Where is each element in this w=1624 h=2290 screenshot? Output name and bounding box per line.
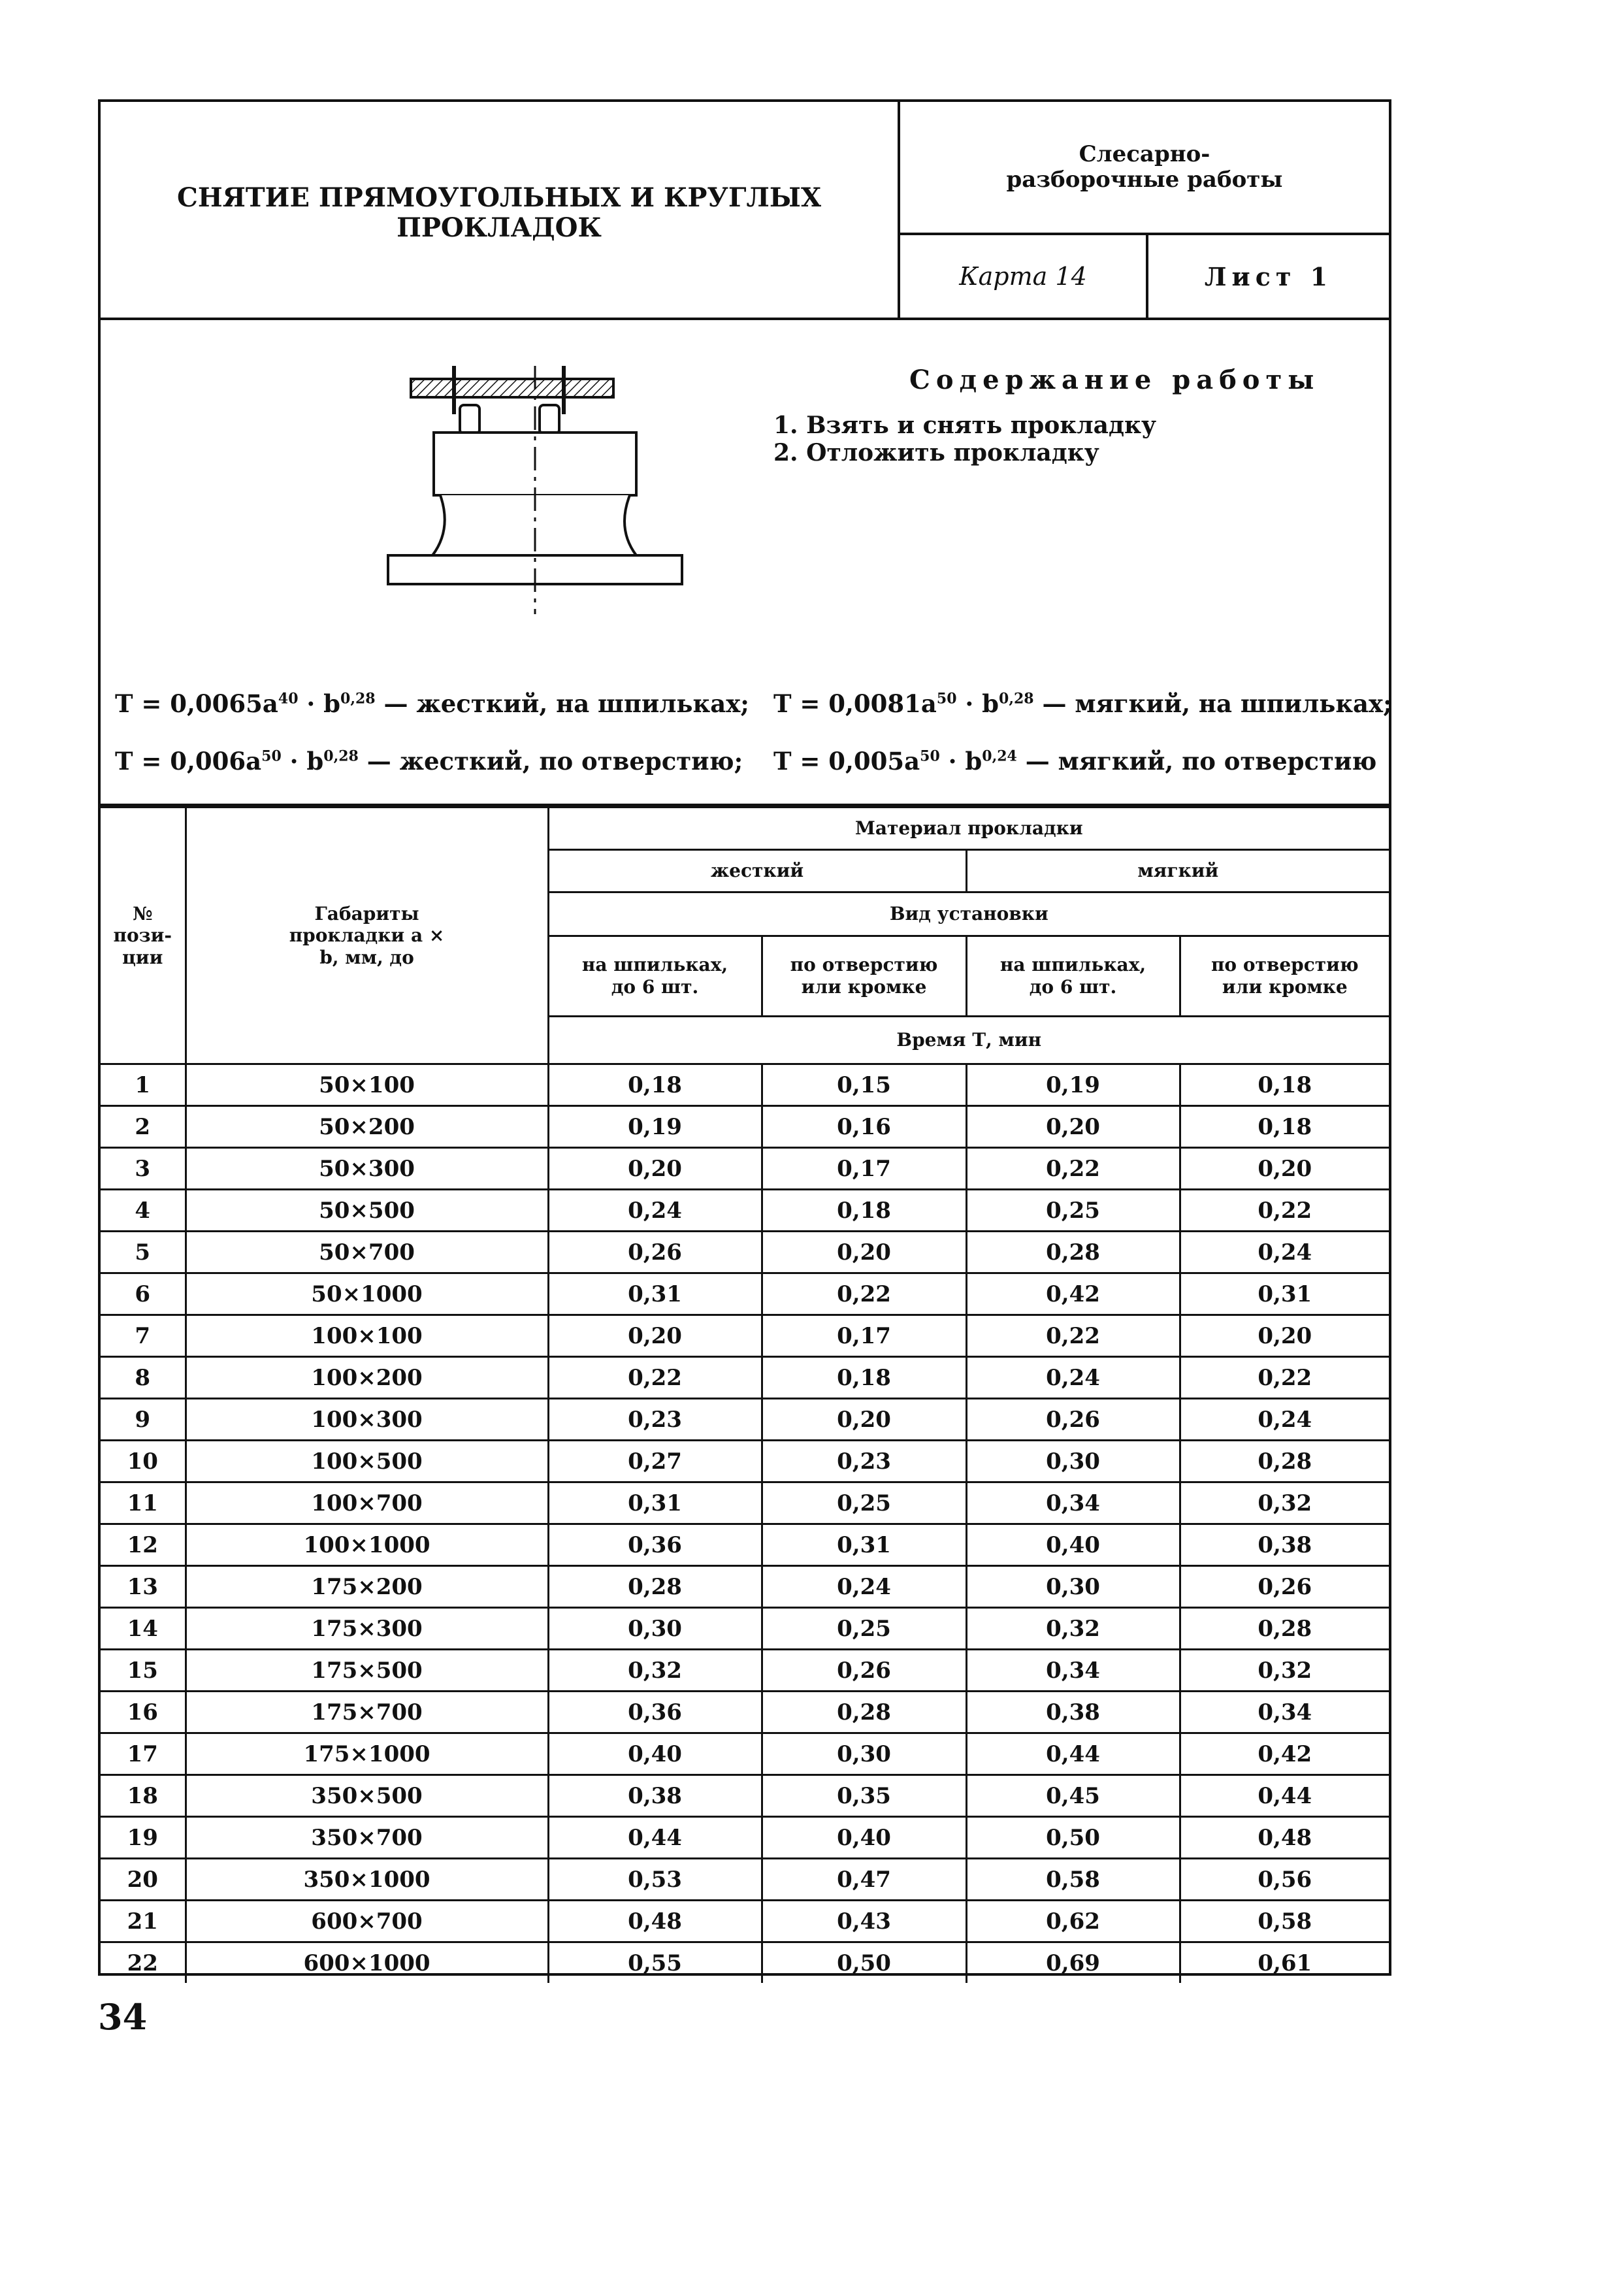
- soft-hole-time: 0,31: [1180, 1273, 1389, 1315]
- work-type: Слесарно-разборочные работы: [900, 102, 1389, 235]
- position-cell: 8: [101, 1357, 186, 1399]
- dimensions-cell: 100×1000: [186, 1524, 548, 1566]
- hard-hole-time: 0,47: [762, 1859, 966, 1901]
- hard-studs-time: 0,36: [548, 1524, 762, 1566]
- work-section: [101, 320, 1392, 806]
- hard-hole-time: 0,30: [762, 1733, 966, 1775]
- position-cell: 5: [101, 1232, 186, 1273]
- soft-hole-time: 0,61: [1180, 1942, 1389, 1984]
- hard-hole-time: 0,40: [762, 1817, 966, 1859]
- hard-hole-time: 0,18: [762, 1190, 966, 1232]
- table-row: [101, 1942, 1389, 1984]
- table-row: [101, 1232, 1389, 1273]
- position-cell: 12: [101, 1524, 186, 1566]
- soft-studs-time: 0,26: [966, 1399, 1180, 1441]
- document-title: СНЯТИЕ ПРЯМОУГОЛЬНЫХ И КРУГЛЫХ ПРОКЛАДОК: [101, 102, 900, 318]
- hard-studs-time: 0,40: [548, 1733, 762, 1775]
- hard-hole-time: 0,31: [762, 1524, 966, 1566]
- table-row: [101, 1733, 1389, 1775]
- hard-hole-time: 0,18: [762, 1357, 966, 1399]
- soft-studs-time: 0,42: [966, 1273, 1180, 1315]
- sheet-number: Лист 1: [1204, 261, 1333, 291]
- hard-hole-time: 0,26: [762, 1650, 966, 1692]
- hard-hole-time: 0,17: [762, 1315, 966, 1357]
- soft-hole-time: 0,22: [1180, 1190, 1389, 1232]
- formula-soft-hole: $T = 0,005a^{50} \cdot b^{0,24}$ — мягкий, по отверстию: [773, 747, 1377, 776]
- hard-studs-time: 0,26: [548, 1232, 762, 1273]
- soft-studs-header: на шпильках, до 6 шт.: [966, 936, 1180, 1017]
- formula-hard-studs: $T = 0,0065a^{40} \cdot b^{0,28}$ — жесткий, на шпильках;: [115, 689, 749, 718]
- position-cell: 16: [101, 1692, 186, 1733]
- soft-hole-time: 0,42: [1180, 1733, 1389, 1775]
- dimensions-cell: 350×700: [186, 1817, 548, 1859]
- position-cell: 22: [101, 1942, 186, 1984]
- soft-hole-time: 0,22: [1180, 1357, 1389, 1399]
- soft-studs-time: 0,62: [966, 1901, 1180, 1942]
- position-cell: 10: [101, 1441, 186, 1482]
- hard-studs-time: 0,44: [548, 1817, 762, 1859]
- hard-studs-time: 0,30: [548, 1608, 762, 1650]
- soft-hole-time: 0,24: [1180, 1232, 1389, 1273]
- soft-studs-time: 0,24: [966, 1357, 1180, 1399]
- hard-hole-time: 0,16: [762, 1106, 966, 1148]
- hard-studs-time: 0,20: [548, 1148, 762, 1190]
- soft-hole-time: 0,44: [1180, 1775, 1389, 1817]
- position-cell: 6: [101, 1273, 186, 1315]
- hard-studs-time: 0,36: [548, 1692, 762, 1733]
- soft-studs-time: 0,19: [966, 1064, 1180, 1106]
- col-position-header: № пози- ции: [101, 808, 186, 1064]
- page-number: 34: [98, 1996, 148, 2038]
- header-info: [900, 102, 1389, 318]
- dimensions-cell: 50×300: [186, 1148, 548, 1190]
- time-header: Время Т, мин: [548, 1017, 1389, 1064]
- hard-hole-time: 0,43: [762, 1901, 966, 1942]
- table-row: [101, 1650, 1389, 1692]
- table-row: [101, 1566, 1389, 1608]
- table-row: [101, 1315, 1389, 1357]
- soft-hole-time: 0,28: [1180, 1441, 1389, 1482]
- soft-studs-time: 0,69: [966, 1942, 1180, 1984]
- soft-hole-time: 0,38: [1180, 1524, 1389, 1566]
- soft-studs-time: 0,58: [966, 1859, 1180, 1901]
- position-cell: 17: [101, 1733, 186, 1775]
- hard-header: жесткий: [548, 850, 966, 892]
- soft-hole-time: 0,28: [1180, 1608, 1389, 1650]
- soft-hole-time: 0,32: [1180, 1650, 1389, 1692]
- soft-studs-time: 0,34: [966, 1482, 1180, 1524]
- position-cell: 1: [101, 1064, 186, 1106]
- table-row: [101, 1692, 1389, 1733]
- dimensions-cell: 100×500: [186, 1441, 548, 1482]
- soft-studs-time: 0,32: [966, 1608, 1180, 1650]
- hard-studs-header: на шпильках, до 6 шт.: [548, 936, 762, 1017]
- soft-studs-time: 0,44: [966, 1733, 1180, 1775]
- hard-hole-time: 0,17: [762, 1148, 966, 1190]
- soft-hole-time: 0,20: [1180, 1148, 1389, 1190]
- hard-hole-time: 0,20: [762, 1232, 966, 1273]
- soft-studs-time: 0,34: [966, 1650, 1180, 1692]
- hard-hole-time: 0,20: [762, 1399, 966, 1441]
- time-norms-table: [101, 806, 1389, 1983]
- install-type-header: Вид установки: [548, 892, 1389, 936]
- position-cell: 21: [101, 1901, 186, 1942]
- position-cell: 11: [101, 1482, 186, 1524]
- dimensions-cell: 600×700: [186, 1901, 548, 1942]
- soft-hole-time: 0,34: [1180, 1692, 1389, 1733]
- position-cell: 13: [101, 1566, 186, 1608]
- hard-hole-time: 0,22: [762, 1273, 966, 1315]
- soft-studs-time: 0,50: [966, 1817, 1180, 1859]
- formula-soft-studs: $T = 0,0081a^{50} \cdot b^{0,28}$ — мягкий, на шпильках;: [773, 689, 1392, 718]
- soft-hole-time: 0,24: [1180, 1399, 1389, 1441]
- dimensions-cell: 100×700: [186, 1482, 548, 1524]
- hard-studs-time: 0,27: [548, 1441, 762, 1482]
- hard-studs-time: 0,32: [548, 1650, 762, 1692]
- position-cell: 15: [101, 1650, 186, 1692]
- table-row: [101, 1482, 1389, 1524]
- dimensions-cell: 350×500: [186, 1775, 548, 1817]
- work-steps: [773, 412, 1156, 467]
- soft-studs-time: 0,38: [966, 1692, 1180, 1733]
- soft-hole-time: 0,32: [1180, 1482, 1389, 1524]
- soft-studs-time: 0,30: [966, 1566, 1180, 1608]
- work-content-title: Содержание работы: [909, 365, 1320, 395]
- hard-studs-time: 0,31: [548, 1273, 762, 1315]
- dimensions-cell: 600×1000: [186, 1942, 548, 1984]
- dimensions-cell: 100×300: [186, 1399, 548, 1441]
- soft-hole-time: 0,18: [1180, 1106, 1389, 1148]
- hard-studs-time: 0,31: [548, 1482, 762, 1524]
- material-header: Материал прокладки: [548, 808, 1389, 850]
- card-number: Карта 14: [900, 235, 1148, 318]
- position-cell: 7: [101, 1315, 186, 1357]
- hard-studs-time: 0,55: [548, 1942, 762, 1984]
- hard-hole-time: 0,24: [762, 1566, 966, 1608]
- gasket-drawing: [336, 366, 689, 614]
- formula-hard-hole: $T = 0,006a^{50} \cdot b^{0,28}$ — жесткий, по отверстию;: [115, 747, 743, 776]
- soft-studs-time: 0,22: [966, 1315, 1180, 1357]
- dimensions-cell: 50×700: [186, 1232, 548, 1273]
- table-row: [101, 1441, 1389, 1482]
- position-cell: 19: [101, 1817, 186, 1859]
- hard-studs-time: 0,28: [548, 1566, 762, 1608]
- position-cell: 18: [101, 1775, 186, 1817]
- soft-hole-time: 0,48: [1180, 1817, 1389, 1859]
- dimensions-cell: 175×500: [186, 1650, 548, 1692]
- hard-hole-time: 0,23: [762, 1441, 966, 1482]
- hard-hole-header: по отверстию или кромке: [762, 936, 966, 1017]
- table-row: [101, 1190, 1389, 1232]
- hard-studs-time: 0,20: [548, 1315, 762, 1357]
- dimensions-cell: 50×100: [186, 1064, 548, 1106]
- col-dimensions-header: Габариты прокладки a × b, мм, до: [186, 808, 548, 1064]
- dimensions-cell: 50×500: [186, 1190, 548, 1232]
- soft-studs-time: 0,30: [966, 1441, 1180, 1482]
- table-row: [101, 1357, 1389, 1399]
- hard-studs-time: 0,24: [548, 1190, 762, 1232]
- soft-studs-time: 0,45: [966, 1775, 1180, 1817]
- soft-header: мягкий: [966, 850, 1389, 892]
- dimensions-cell: 100×200: [186, 1357, 548, 1399]
- dimensions-cell: 350×1000: [186, 1859, 548, 1901]
- work-step: 1. Взять и снять прокладку: [773, 412, 1157, 439]
- soft-hole-time: 0,26: [1180, 1566, 1389, 1608]
- table-row: [101, 1859, 1389, 1901]
- soft-hole-time: 0,58: [1180, 1901, 1389, 1942]
- soft-studs-time: 0,40: [966, 1524, 1180, 1566]
- soft-studs-time: 0,22: [966, 1148, 1180, 1190]
- table-row: [101, 1064, 1389, 1106]
- soft-hole-header: по отверстию или кромке: [1180, 936, 1389, 1017]
- soft-hole-time: 0,56: [1180, 1859, 1389, 1901]
- position-cell: 14: [101, 1608, 186, 1650]
- table-row: [101, 1106, 1389, 1148]
- dimensions-cell: 100×100: [186, 1315, 548, 1357]
- dimensions-cell: 175×1000: [186, 1733, 548, 1775]
- position-cell: 20: [101, 1859, 186, 1901]
- soft-studs-time: 0,28: [966, 1232, 1180, 1273]
- hard-studs-time: 0,53: [548, 1859, 762, 1901]
- hard-hole-time: 0,28: [762, 1692, 966, 1733]
- hard-studs-time: 0,22: [548, 1357, 762, 1399]
- hard-hole-time: 0,35: [762, 1775, 966, 1817]
- table-row: [101, 1524, 1389, 1566]
- hard-hole-time: 0,15: [762, 1064, 966, 1106]
- position-cell: 3: [101, 1148, 186, 1190]
- table-row: [101, 1608, 1389, 1650]
- table-row: [101, 1399, 1389, 1441]
- position-cell: 4: [101, 1190, 186, 1232]
- dimensions-cell: 50×1000: [186, 1273, 548, 1315]
- table-row: [101, 1817, 1389, 1859]
- position-cell: 2: [101, 1106, 186, 1148]
- hard-hole-time: 0,50: [762, 1942, 966, 1984]
- position-cell: 9: [101, 1399, 186, 1441]
- document-frame: [98, 99, 1391, 1976]
- dimensions-cell: 175×200: [186, 1566, 548, 1608]
- soft-studs-time: 0,20: [966, 1106, 1180, 1148]
- header: [101, 102, 1389, 320]
- table-row: [101, 1775, 1389, 1817]
- table-row: [101, 1273, 1389, 1315]
- dimensions-cell: 175×700: [186, 1692, 548, 1733]
- dimensions-cell: 50×200: [186, 1106, 548, 1148]
- hard-studs-time: 0,48: [548, 1901, 762, 1942]
- soft-hole-time: 0,18: [1180, 1064, 1389, 1106]
- soft-hole-time: 0,20: [1180, 1315, 1389, 1357]
- hard-hole-time: 0,25: [762, 1482, 966, 1524]
- work-step: 2. Отложить прокладку: [773, 439, 1099, 467]
- table-row: [101, 1901, 1389, 1942]
- hard-studs-time: 0,18: [548, 1064, 762, 1106]
- hard-studs-time: 0,38: [548, 1775, 762, 1817]
- soft-studs-time: 0,25: [966, 1190, 1180, 1232]
- dimensions-cell: 175×300: [186, 1608, 548, 1650]
- hard-studs-time: 0,19: [548, 1106, 762, 1148]
- hard-hole-time: 0,25: [762, 1608, 966, 1650]
- table-row: [101, 1148, 1389, 1190]
- hard-studs-time: 0,23: [548, 1399, 762, 1441]
